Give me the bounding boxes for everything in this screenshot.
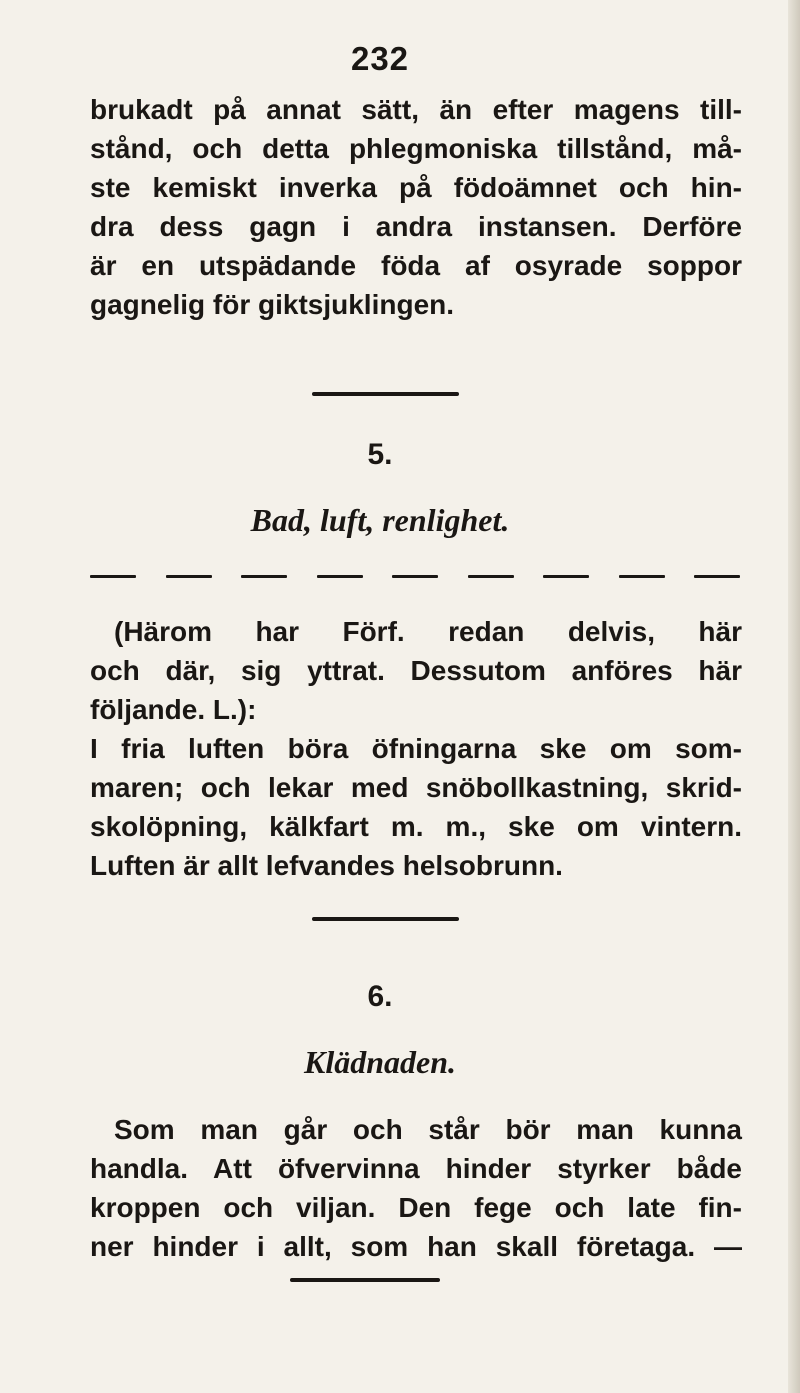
text-line: följande. L.):: [90, 694, 257, 725]
section-5-paragraph: [90, 612, 742, 885]
section-divider: [290, 1278, 440, 1282]
text-line: ste kemiskt inverka på födoämnet och hin-: [90, 172, 742, 203]
text-line: dra dess gagn i andra instansen. Derföre: [90, 211, 742, 242]
text-line: maren; och lekar med snöbollkastning, skrid-: [90, 772, 742, 803]
text-line: är en utspädande föda af osyrade soppor: [90, 250, 742, 281]
text-line: ner hinder i allt, som han skall företaga. —: [90, 1231, 742, 1262]
dash: [468, 575, 514, 578]
paragraph-1: [90, 90, 742, 324]
section-5-title: Bad, luft, renlighet.: [250, 502, 510, 538]
text-line: handla. Att öfvervinna hinder styrker både: [90, 1153, 742, 1184]
text-line: kroppen och viljan. Den fege och late fin-: [90, 1192, 742, 1223]
dash: [166, 575, 212, 578]
section-6-number: 6.: [367, 980, 393, 1013]
page-number: 232: [350, 40, 410, 77]
text-line: I fria luften böra öfningarna ske om som-: [90, 733, 742, 764]
text-line: Som man går och står bör man kunna: [114, 1114, 742, 1145]
dash: [392, 575, 438, 578]
text-line: skolöpning, kälkfart m. m., ske om vintern.: [90, 811, 742, 842]
text-line: Luften är allt lefvandes helsobrunn.: [90, 850, 563, 881]
dash: [241, 575, 287, 578]
section-5-number: 5.: [367, 438, 393, 471]
dash: [90, 575, 136, 578]
dash: [317, 575, 363, 578]
section-divider: [312, 917, 459, 921]
dash: [619, 575, 665, 578]
section-divider: [312, 392, 459, 396]
page-edge: [788, 0, 800, 1393]
text-line: gagnelig för giktsjuklingen.: [90, 289, 455, 320]
text-line: och där, sig yttrat. Dessutom anföres här: [90, 655, 742, 686]
dash: [694, 575, 740, 578]
text-line: brukadt på annat sätt, än efter magens till-: [90, 94, 742, 125]
dashed-divider: [90, 575, 740, 581]
text-line: (Härom har Förf. redan delvis, här: [114, 616, 742, 647]
section-6-paragraph: [90, 1110, 742, 1266]
section-6-title: Klädnaden.: [303, 1044, 457, 1080]
dash: [543, 575, 589, 578]
text-line: stånd, och detta phlegmoniska tillstånd, må-: [90, 133, 742, 164]
